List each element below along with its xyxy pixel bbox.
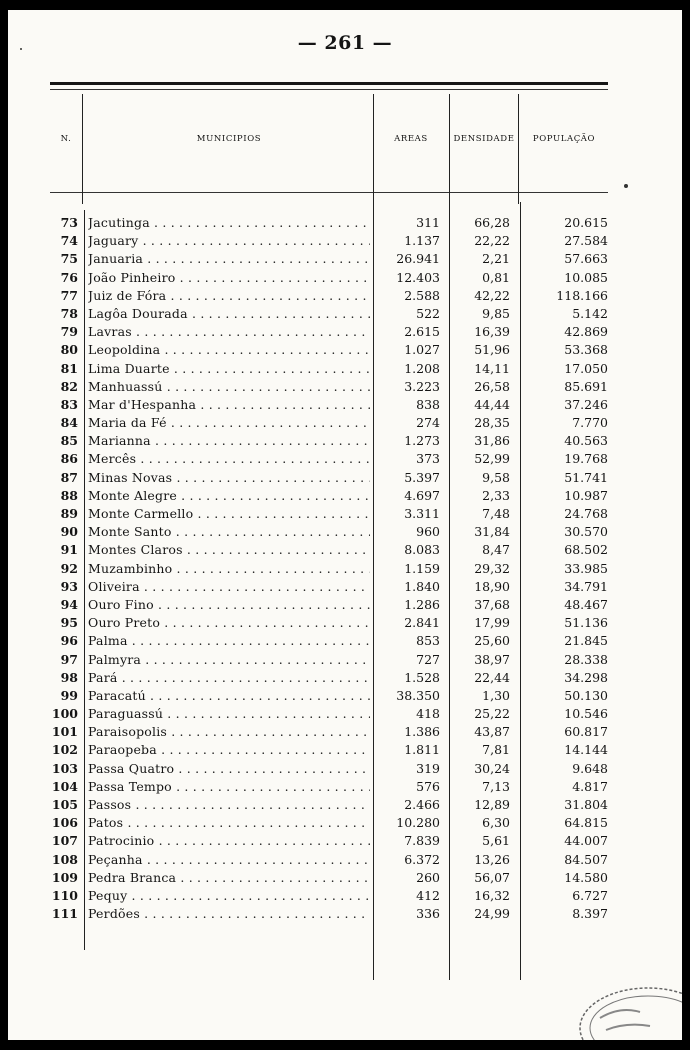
table-row: [8, 250, 682, 268]
densidade-value: 25,22: [474, 706, 510, 722]
table-row: [8, 505, 682, 523]
row-number: 83: [60, 396, 78, 412]
densidade-value: 38,97: [474, 651, 510, 667]
municipio-name: Peçanha . . .: [88, 852, 370, 867]
row-number: 93: [60, 578, 78, 594]
densidade-value: 7,13: [482, 778, 510, 794]
municipio-name: Ouro Preto . . .: [88, 615, 370, 630]
area-value: 26.941: [396, 251, 440, 267]
densidade-value: 52,99: [474, 451, 510, 467]
table-row: [8, 651, 682, 669]
densidade-value: 26,58: [474, 378, 510, 394]
table-row: [8, 396, 682, 414]
table-row: [8, 614, 682, 632]
area-value: 1.159: [404, 560, 440, 576]
table-row: [8, 214, 682, 232]
populacao-value: 14.144: [564, 742, 608, 758]
municipio-name: Palmyra . . .: [88, 652, 370, 667]
densidade-value: 42,22: [474, 287, 510, 303]
row-number: 78: [60, 305, 78, 321]
area-value: 1.273: [404, 433, 440, 449]
area-value: 4.697: [404, 487, 440, 503]
densidade-value: 13,26: [474, 851, 510, 867]
municipio-name: Leopoldina . . .: [88, 342, 370, 357]
header-bottom-rule: [50, 192, 608, 193]
area-value: 373: [416, 451, 440, 467]
area-value: 3.223: [404, 378, 440, 394]
row-number: 90: [60, 524, 78, 540]
row-number: 91: [60, 542, 78, 558]
densidade-value: 17,99: [474, 615, 510, 631]
municipio-name: Jacutinga . . .: [88, 215, 370, 230]
row-number: 104: [51, 778, 78, 794]
densidade-value: 12,89: [474, 797, 510, 812]
row-number: 106: [51, 815, 78, 831]
table-row: [8, 341, 682, 359]
densidade-value: 30,24: [474, 760, 510, 776]
row-number: 108: [51, 851, 78, 867]
municipio-name: Maria da Fé . . .: [88, 415, 370, 430]
populacao-value: 84.507: [564, 851, 608, 867]
header-densidade: DENSIDADE: [453, 134, 515, 144]
area-value: 8.083: [404, 542, 440, 558]
densidade-value: 7,48: [482, 506, 510, 521]
table-row: [8, 723, 682, 741]
area-value: 576: [416, 778, 440, 794]
table-row: [8, 487, 682, 505]
row-number: 79: [60, 324, 78, 340]
municipio-name: Pequy . . .: [88, 888, 370, 903]
densidade-value: 31,86: [474, 433, 510, 449]
row-number: 103: [51, 760, 78, 776]
municipio-name: Montes Claros . . .: [88, 542, 370, 557]
area-value: 1.811: [404, 742, 440, 758]
populacao-value: 57.663: [564, 251, 608, 267]
row-number: 77: [60, 287, 78, 303]
populacao-value: 118.166: [556, 287, 608, 303]
populacao-value: 48.467: [564, 596, 608, 612]
populacao-value: 34.298: [564, 669, 608, 685]
top-rule-thick: [50, 82, 608, 85]
table-row: [8, 796, 682, 814]
densidade-value: 22,44: [474, 669, 510, 685]
densidade-value: 5,61: [482, 833, 510, 849]
populacao-value: 42.869: [564, 324, 608, 340]
populacao-value: 9.648: [572, 760, 608, 776]
table-row: [8, 741, 682, 759]
document-page: [8, 10, 682, 1040]
area-value: 412: [416, 887, 440, 903]
populacao-value: 50.130: [564, 687, 608, 703]
row-number: 110: [51, 887, 78, 903]
municipio-name: Monte Santo . . .: [88, 524, 370, 539]
table-row: [8, 450, 682, 468]
area-value: 853: [416, 633, 440, 649]
table-row: [8, 232, 682, 250]
municipio-name: Minas Novas . . .: [88, 470, 370, 485]
header-municipios: MUNICIPIOS: [196, 134, 262, 144]
area-value: 1.027: [404, 342, 440, 358]
area-value: 1.208: [404, 360, 440, 376]
table-row: [8, 432, 682, 450]
table-row: [8, 305, 682, 323]
table-row: [8, 360, 682, 378]
table-row: [8, 760, 682, 778]
densidade-value: 16,32: [474, 887, 510, 903]
area-value: 6.372: [404, 851, 440, 867]
row-number: 94: [60, 596, 78, 612]
column-divider-dens: [518, 94, 519, 204]
densidade-value: 51,96: [474, 342, 510, 358]
populacao-value: 51.741: [564, 469, 608, 485]
table-row: [8, 832, 682, 850]
area-value: 1.840: [404, 578, 440, 594]
table-row: [8, 905, 682, 923]
populacao-value: 10.546: [564, 706, 608, 722]
municipio-name: Palma . . .: [88, 633, 370, 648]
municipio-name: Patrocinio . . .: [88, 833, 370, 848]
area-value: 38.350: [396, 687, 440, 703]
row-number: 96: [60, 633, 78, 649]
populacao-value: 51.136: [564, 615, 608, 631]
row-number: 95: [60, 615, 78, 631]
populacao-value: 85.691: [564, 378, 608, 394]
densidade-value: 24,99: [474, 906, 510, 922]
municipio-name: Paraguassú . . .: [88, 706, 370, 721]
table-row: [8, 869, 682, 887]
area-value: 1.386: [404, 724, 440, 740]
densidade-value: 14,11: [474, 360, 510, 376]
column-divider-area: [449, 94, 450, 204]
area-value: 838: [416, 396, 440, 412]
row-number: 99: [60, 687, 78, 703]
populacao-value: 6.727: [572, 887, 608, 903]
populacao-value: 37.246: [564, 396, 608, 412]
municipio-name: João Pinheiro . . .: [88, 270, 370, 285]
ink-speck: [20, 48, 22, 50]
area-value: 274: [416, 415, 440, 431]
populacao-value: 40.563: [564, 433, 608, 449]
populacao-value: 27.584: [564, 233, 608, 249]
populacao-value: 64.815: [564, 815, 608, 831]
table-row: [8, 578, 682, 596]
densidade-value: 6,30: [482, 815, 510, 831]
populacao-value: 8.397: [572, 906, 608, 922]
densidade-value: 1,30: [482, 687, 510, 703]
populacao-value: 30.570: [564, 524, 608, 540]
area-value: 12.403: [396, 269, 440, 285]
municipio-name: Mercês . . .: [88, 451, 370, 466]
populacao-value: 14.580: [564, 869, 608, 885]
row-number: 92: [60, 560, 78, 576]
municipio-name: Juiz de Fóra . . .: [88, 288, 370, 303]
table-row: [8, 378, 682, 396]
row-number: 100: [51, 706, 78, 722]
area-value: 418: [416, 706, 440, 722]
column-divider-name: [373, 94, 374, 204]
populacao-value: 34.791: [564, 578, 608, 594]
municipio-name: Passa Tempo . . .: [88, 779, 370, 794]
table-row: [8, 778, 682, 796]
populacao-value: 44.007: [564, 833, 608, 849]
row-number: 98: [60, 669, 78, 685]
municipio-name: Lima Duarte . . .: [88, 361, 370, 376]
municipio-name: Paraisopolis . . .: [88, 724, 370, 739]
municipio-name: Pedra Branca . . .: [88, 870, 370, 885]
row-number: 89: [60, 506, 78, 521]
table-row: [8, 560, 682, 578]
table-row: [8, 287, 682, 305]
row-number: 86: [60, 451, 78, 467]
densidade-value: 2,21: [482, 251, 510, 267]
densidade-value: 0,81: [482, 269, 510, 285]
densidade-value: 29,32: [474, 560, 510, 576]
table-row: [8, 705, 682, 723]
table-row: [8, 851, 682, 869]
municipio-name: Mar d'Hespanha . . .: [88, 397, 370, 412]
table-row: [8, 541, 682, 559]
table-row: [8, 596, 682, 614]
densidade-value: 66,28: [474, 215, 510, 230]
row-number: 87: [60, 469, 78, 485]
municipio-name: Passa Quatro . . .: [88, 761, 370, 776]
municipio-name: Monte Carmello . . .: [88, 506, 370, 521]
area-value: 10.280: [396, 815, 440, 831]
top-rule-thin: [50, 89, 608, 90]
municipio-name: Paracatú . . .: [88, 688, 370, 703]
densidade-value: 7,81: [482, 742, 510, 758]
table-row: [8, 687, 682, 705]
populacao-value: 24.768: [564, 506, 608, 521]
header-populacao: POPULAÇÃO: [532, 134, 596, 144]
row-number: 74: [60, 233, 78, 249]
populacao-value: 28.338: [564, 651, 608, 667]
municipio-name: Manhuassú . . .: [88, 379, 370, 394]
densidade-value: 25,60: [474, 633, 510, 649]
row-number: 107: [51, 833, 78, 849]
area-value: 7.839: [404, 833, 440, 849]
populacao-value: 20.615: [564, 215, 608, 230]
row-number: 111: [51, 906, 78, 922]
table-row: [8, 814, 682, 832]
populacao-value: 5.142: [572, 305, 608, 321]
table-row: [8, 523, 682, 541]
municipio-name: Lavras . . .: [88, 324, 370, 339]
row-number: 109: [51, 869, 78, 885]
municipio-name: Ouro Fino . . .: [88, 597, 370, 612]
row-number: 105: [51, 797, 78, 812]
area-value: 2.841: [404, 615, 440, 631]
densidade-value: 9,85: [482, 305, 510, 321]
table-row: [8, 887, 682, 905]
table-row: [8, 632, 682, 650]
area-value: 311: [416, 215, 440, 230]
row-number: 81: [60, 360, 78, 376]
populacao-value: 21.845: [564, 633, 608, 649]
densidade-value: 44,44: [474, 396, 510, 412]
populacao-value: 7.770: [572, 415, 608, 431]
library-stamp-image: [570, 970, 682, 1040]
row-number: 88: [60, 487, 78, 503]
municipio-name: Lagôa Dourada . . .: [88, 306, 370, 321]
populacao-value: 4.817: [572, 778, 608, 794]
municipio-name: Januaria . . .: [88, 251, 370, 266]
populacao-value: 19.768: [564, 451, 608, 467]
densidade-value: 2,33: [482, 487, 510, 503]
ink-speck: [624, 184, 628, 188]
area-value: 319: [416, 760, 440, 776]
table-row: [8, 269, 682, 287]
area-value: 727: [416, 651, 440, 667]
area-value: 336: [416, 906, 440, 922]
area-value: 522: [416, 305, 440, 321]
row-number: 84: [60, 415, 78, 431]
populacao-value: 53.368: [564, 342, 608, 358]
area-value: 1.286: [404, 596, 440, 612]
densidade-value: 16,39: [474, 324, 510, 340]
table-body: [8, 214, 682, 923]
area-value: 2.466: [404, 797, 440, 812]
table-row: [8, 323, 682, 341]
municipio-name: Pará . . .: [88, 670, 370, 685]
table-row: [8, 669, 682, 687]
densidade-value: 37,68: [474, 596, 510, 612]
area-value: 3.311: [404, 506, 440, 521]
municipio-name: Marianna . . .: [88, 433, 370, 448]
row-number: 101: [51, 724, 78, 740]
row-number: 102: [51, 742, 78, 758]
row-number: 97: [60, 651, 78, 667]
area-value: 2.588: [404, 287, 440, 303]
municipio-name: Jaguary . . .: [88, 233, 370, 248]
municipio-name: Paraopeba . . .: [88, 742, 370, 757]
row-number: 80: [60, 342, 78, 358]
area-value: 2.615: [404, 324, 440, 340]
table-row: [8, 469, 682, 487]
header-n: N.: [60, 134, 72, 144]
row-number: 85: [60, 433, 78, 449]
densidade-value: 56,07: [474, 869, 510, 885]
densidade-value: 31,84: [474, 524, 510, 540]
densidade-value: 22,22: [474, 233, 510, 249]
densidade-value: 43,87: [474, 724, 510, 740]
municipio-name: Monte Alegre . . .: [88, 488, 370, 503]
page-number: — 261 —: [297, 32, 393, 54]
municipio-name: Perdões . . .: [88, 906, 370, 921]
municipio-name: Oliveira . . .: [88, 579, 370, 594]
row-number: 75: [60, 251, 78, 267]
municipio-name: Passos . . .: [88, 797, 370, 812]
area-value: 1.137: [404, 233, 440, 249]
municipio-name: Patos . . .: [88, 815, 370, 830]
table-row: [8, 414, 682, 432]
populacao-value: 10.987: [564, 487, 608, 503]
populacao-value: 33.985: [564, 560, 608, 576]
populacao-value: 10.085: [564, 269, 608, 285]
row-number: 76: [60, 269, 78, 285]
densidade-value: 8,47: [482, 542, 510, 558]
densidade-value: 18,90: [474, 578, 510, 594]
densidade-value: 9,58: [482, 469, 510, 485]
municipio-name: Muzambinho . . .: [88, 561, 370, 576]
area-value: 5.397: [404, 469, 440, 485]
row-number: 82: [60, 378, 78, 394]
populacao-value: 31.804: [564, 797, 608, 812]
area-value: 1.528: [404, 669, 440, 685]
populacao-value: 60.817: [564, 724, 608, 740]
populacao-value: 17.050: [564, 360, 608, 376]
densidade-value: 28,35: [474, 415, 510, 431]
header-areas: AREAS: [394, 134, 428, 144]
populacao-value: 68.502: [564, 542, 608, 558]
column-divider-n: [82, 94, 83, 204]
area-value: 260: [416, 869, 440, 885]
row-number: 73: [60, 215, 78, 230]
area-value: 960: [416, 524, 440, 540]
